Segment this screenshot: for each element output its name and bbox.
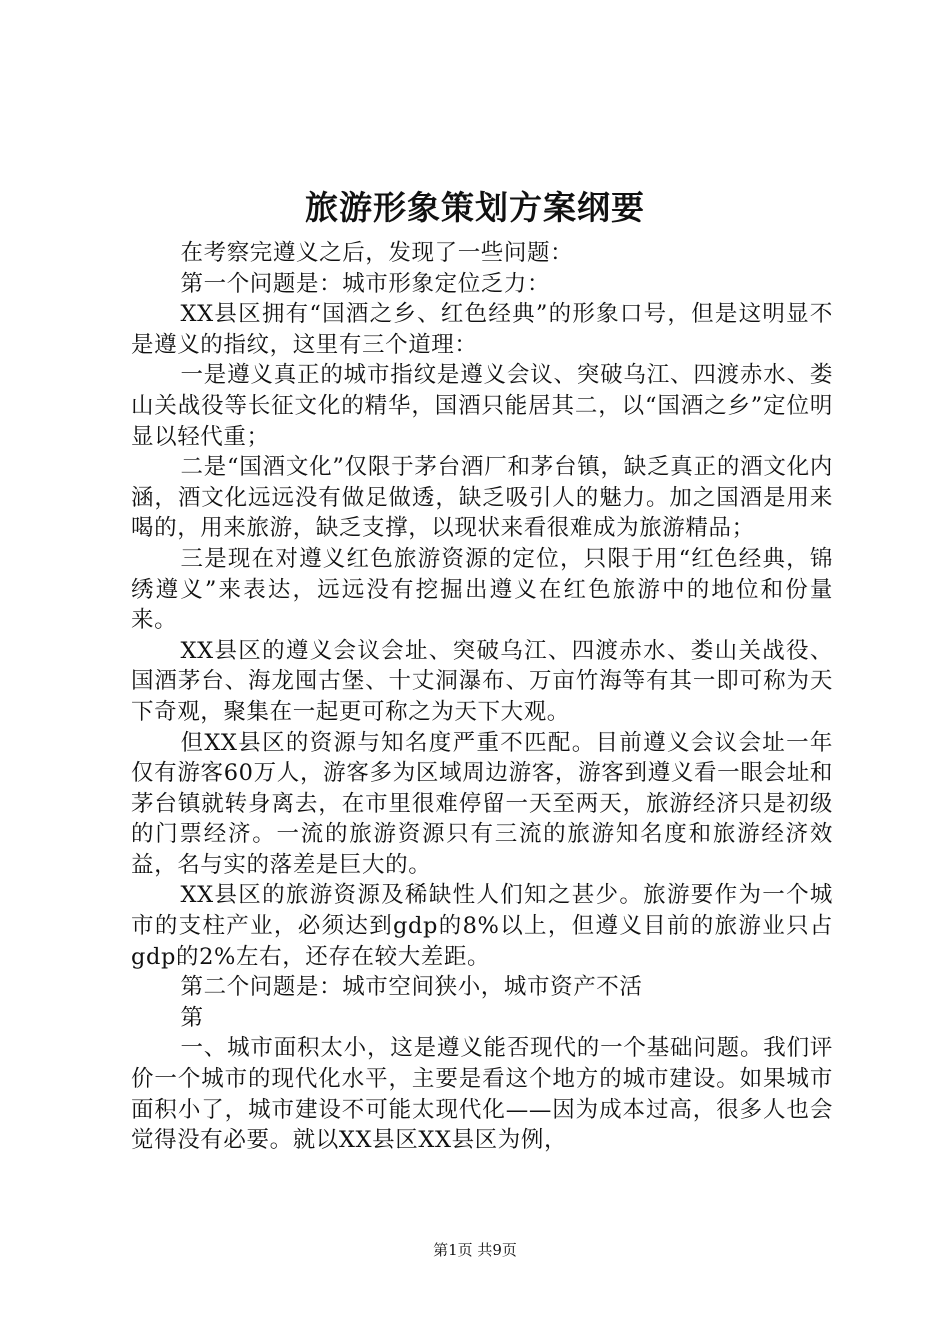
paragraph: 一是遵义真正的城市指纹是遵义会议、突破乌江、四渡赤水、娄山关战役等长征文化的精华，国酒只能居其二，以“国酒之乡”定位明显以轻代重； <box>131 362 833 450</box>
paragraph: 一、城市面积太小，这是遵义能否现代的一个基础问题。我们评价一个城市的现代化水平，主要是看这个地方的城市建设。如果城市面积小了，城市建设不可能太现代化——因为成本过高，很多人也会觉得没有必要。就以XX县区XX县区为例， <box>131 1035 833 1154</box>
document-title: 旅游形象策划方案纲要 <box>305 188 645 227</box>
paragraph: XX县区的遵义会议会址、突破乌江、四渡赤水、娄山关战役、国酒茅台、海龙囤古堡、十丈洞瀑布、万亩竹海等有其一即可称为天下奇观，聚集在一起更可称之为天下大观。 <box>131 637 833 725</box>
document-body <box>131 238 833 1156</box>
paragraph: XX县区拥有“国酒之乡、红色经典”的形象口号，但是这明显不是遵义的指纹，这里有三个道理： <box>131 301 833 358</box>
paragraph: 但XX县区的资源与知名度严重不匹配。目前遵义会议会址一年仅有游客60万人，游客多为区域周边游客，游客到遵义看一眼会址和茅台镇就转身离去，在市里很难停留一天至两天，旅游经济只是初级的门票经济。一流的旅游资源只有三流的旅游知名度和旅游经济效益，名与实的落差是巨大的。 <box>131 729 833 878</box>
page-footer: 第1页 共9页 <box>433 1241 517 1259</box>
paragraph: 在考察完遵义之后，发现了一些问题： <box>180 240 574 266</box>
paragraph: 二是“国酒文化”仅限于茅台酒厂和茅台镇，缺乏真正的酒文化内涵，酒文化远远没有做足做透，缺乏吸引人的魅力。加之国酒是用来喝的，用来旅游，缺乏支撑，以现状来看很难成为旅游精品； <box>131 454 833 542</box>
paragraph: 第 <box>180 1004 204 1031</box>
paragraph: 三是现在对遵义红色旅游资源的定位，只限于用“红色经典，锦绣遵义”来表达，远远没有挖掘出遵义在红色旅游中的地位和份量来。 <box>131 545 833 634</box>
paragraph: 第一个问题是：城市形象定位乏力： <box>180 270 551 297</box>
paragraph: XX县区的旅游资源及稀缺性人们知之甚少。旅游要作为一个城市的支柱产业，必须达到gdp的8%以上，但遵义目前的旅游业只占gdp的2%左右，还存在较大差距。 <box>131 882 833 970</box>
paragraph: 第二个问题是：城市空间狭小，城市资产不活 <box>180 974 643 1001</box>
